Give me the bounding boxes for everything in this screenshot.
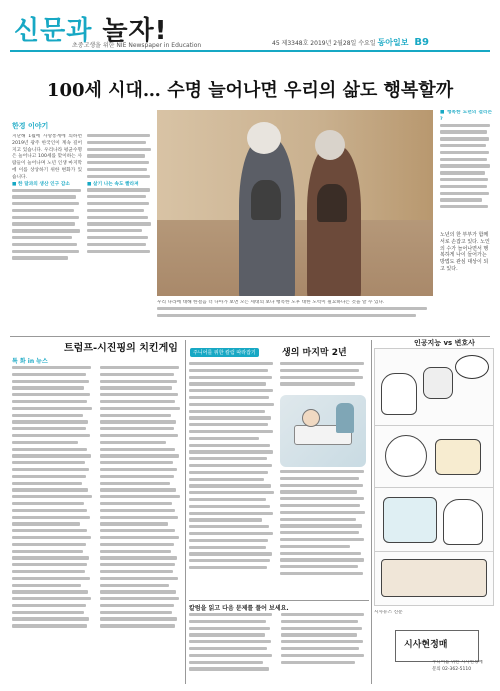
lower-left-title: 트럼프-시진핑의 치킨게임 (64, 343, 178, 354)
masthead (0, 0, 500, 60)
issue-info: 45 제3348호 2019년 2월28일 수요일 (272, 40, 376, 47)
text-lines (280, 362, 368, 386)
tagline: 초중고생을 위한 NIE Newspaper in Education (72, 42, 202, 49)
lead-column-2 (87, 134, 153, 330)
middle-column-1 (189, 362, 277, 598)
hospital-illustration (280, 395, 366, 467)
quiz-divider (189, 600, 369, 601)
middle-title: 생의 마지막 2년 (282, 348, 347, 358)
cartoon-caption (374, 610, 492, 628)
lead-intro: 지난해 1월에 사망통계에 의하면 2019년 광주 한국인이 계속 길어지고 있습니다. 우리나라 평균수명은 늘어나고 100세를 맞이하는 사람들이 늘어나며 노년 인생 마지막에 이를 상상하기 위한 변화가 있습니다. (12, 134, 82, 180)
robot-figure (423, 367, 453, 399)
brand-main: 신문과 (14, 16, 93, 46)
lead-bottom-columns (157, 300, 433, 330)
photo-caption: 노년의 한 부부가 함께 서로 손잡고 있다. 노인의 수가 늘어나면서 행복하게 나이 들어가는 방법도 관심 대상이 되고 있다. (440, 232, 490, 272)
lead-headline: 100세 시대… 수명 늘어나면 우리의 삶도 행복할까 (46, 80, 454, 101)
text-lines (100, 366, 182, 631)
text-lines (87, 134, 153, 178)
text-lines (440, 124, 492, 209)
text-lines (189, 362, 277, 569)
text-lines (189, 613, 275, 674)
lead-subhead: ■ 한 달과의 생산 인구 감소 (12, 181, 70, 187)
sponsor-info (432, 660, 494, 684)
section-divider (10, 336, 490, 337)
document-figure (435, 439, 481, 475)
quiz-title: 칼럼을 읽고 다음 문제를 풀어 보세요. (189, 605, 289, 612)
sponsor-line: 주니어를 위한 시사현정매 (432, 660, 483, 665)
middle-column-2-top (280, 362, 368, 392)
sponsor-logo: 시사현정매 (404, 640, 448, 650)
lead-subhead: ■ 살기 나는 속도 빨라져 (87, 181, 139, 187)
cartoon-panel (374, 348, 494, 606)
elderly-couple-photo (157, 110, 433, 296)
patient-head (302, 409, 320, 427)
text-lines (280, 470, 368, 575)
caregiver-figure (336, 403, 354, 433)
lead-body-excerpt: 우리 나라에 대해 한걸음 더 나아가 보면 모든 세대의 보다 행복한 노후 대한 노력이 필요하다는 것을 알 수 있다. (157, 300, 385, 305)
text-lines (87, 188, 153, 252)
character-figure (443, 499, 483, 545)
lead-subhead: ■ 행복한 노년의 걸리는 ? (440, 110, 492, 122)
text-lines (157, 307, 433, 317)
sponsor-phone: 문의 02-362-5110 (432, 666, 472, 672)
lead-section-label: 한경 이야기 (12, 122, 49, 130)
character-figure (381, 373, 417, 415)
text-lines (281, 613, 367, 667)
column-divider (371, 340, 372, 684)
quiz-body (189, 613, 369, 685)
lead-right-column (440, 110, 492, 228)
courtroom-figure (381, 559, 487, 597)
source-note: 시사뉴스 신문 (374, 610, 403, 615)
character-figure (385, 435, 427, 477)
lead-column-1 (12, 134, 82, 330)
right-section-title: 인공지능 vs 변호사 (414, 339, 475, 347)
speech-bubble (455, 355, 489, 379)
text-lines (12, 189, 82, 260)
masthead-rule (10, 50, 490, 52)
issue-meta (272, 37, 429, 48)
middle-column-2 (280, 470, 368, 598)
brand-accent: 놀자! (102, 16, 168, 46)
text-lines (12, 366, 94, 631)
page-number: B9 (414, 37, 429, 48)
column-divider (185, 340, 186, 684)
lower-left-columns (12, 366, 182, 684)
newspaper-name: 동아일보 (377, 38, 409, 47)
monitor-figure (383, 497, 437, 543)
lower-left-section: 특 화 in 뉴스 (12, 358, 48, 365)
middle-section-tag: 주니어를 위한 칼럼 따라잡기 (190, 348, 259, 357)
sponsor-stamp (395, 630, 479, 662)
